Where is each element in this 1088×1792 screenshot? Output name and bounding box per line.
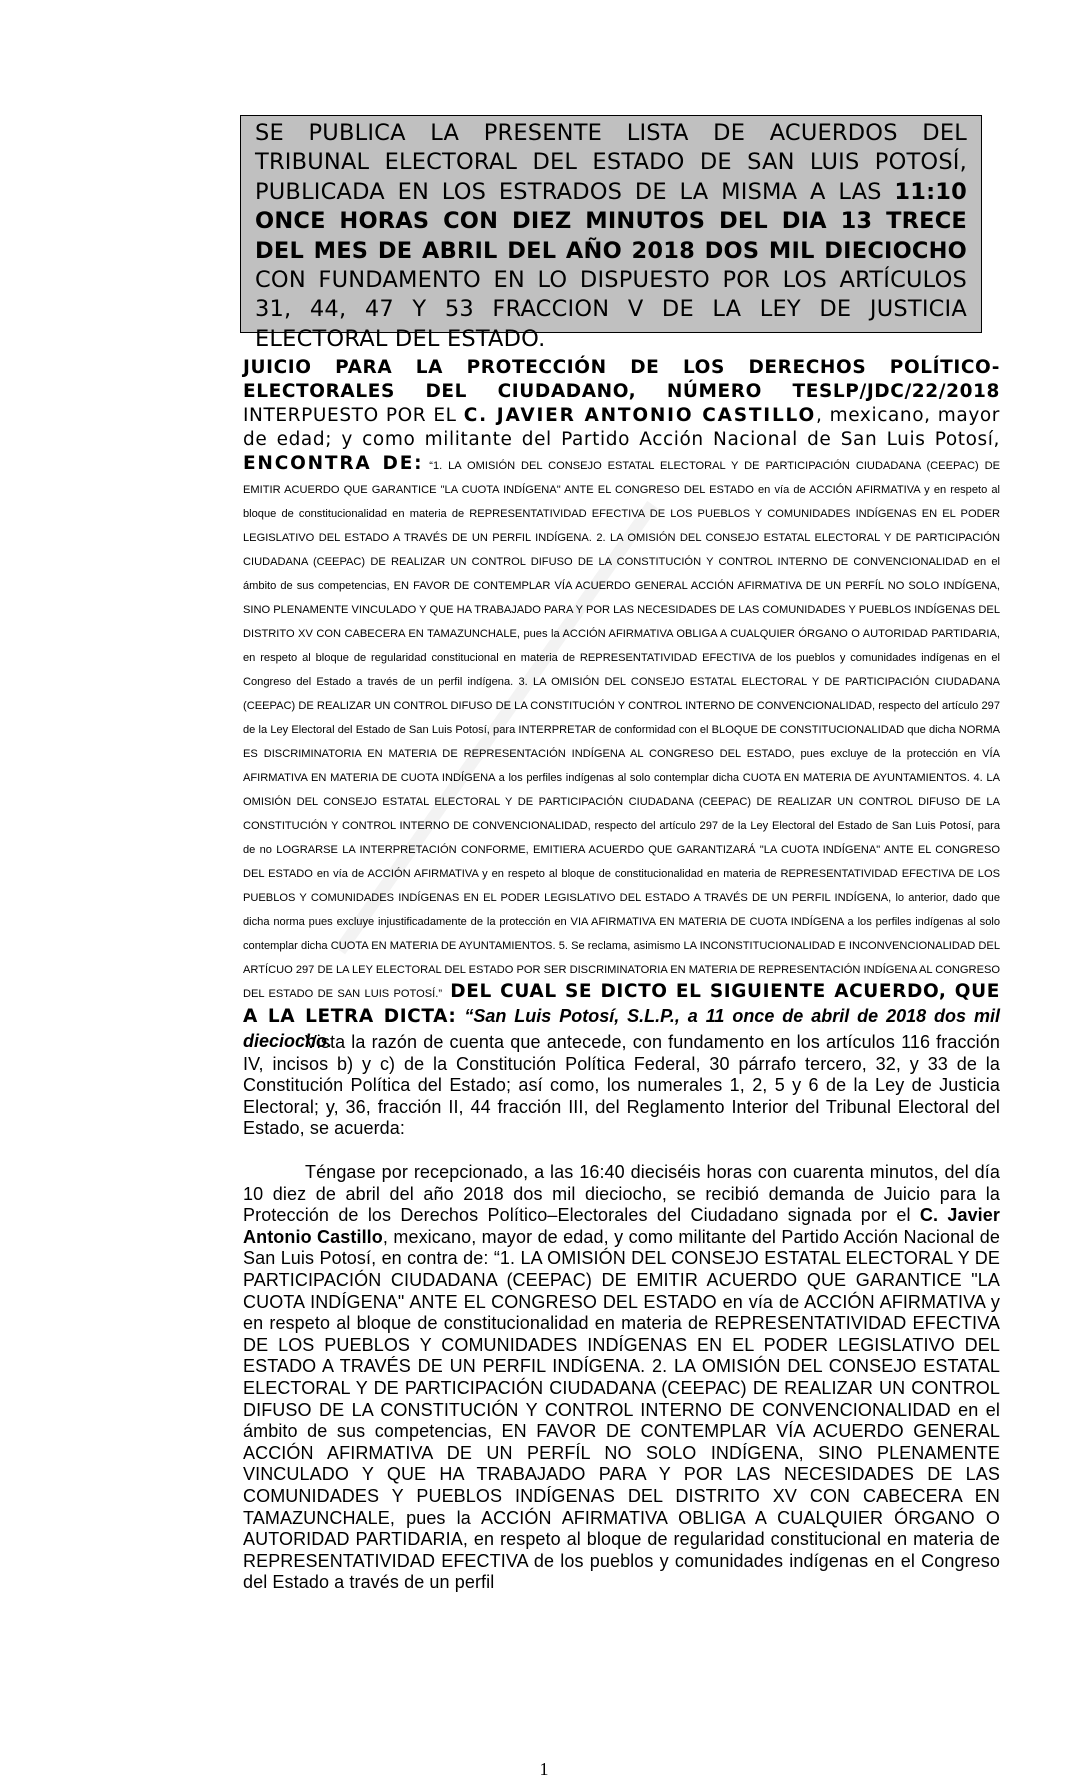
page-number: 1 [539, 1759, 549, 1779]
filed-by-label: INTERPUESTO POR EL [243, 405, 464, 426]
notice-text-start: SE PUBLICA LA PRESENTE LISTA DE ACUERDOS DEL TRIBUNAL ELECTORAL DEL ESTADO DE SAN LUIS POTOSÍ, PUBLICADA EN LOS ESTRADOS DE LA MISMA A LAS [255, 120, 967, 205]
against-label: ENCONTRA DE: [243, 453, 424, 474]
notice-text-date: 11:10 ONCE HORAS CON DIEZ MINUTOS DEL DIA 13 TRECE DEL MES DE ABRIL DEL AÑO 2018 DOS MIL DIECIOCHO [255, 178, 967, 264]
case-title: JUICIO PARA LA PROTECCIÓN DE LOS DERECHOS POLÍTICO-ELECTORALES DEL CIUDADANO, NÚMERO TESLP/JDC/22/2018 [243, 357, 1000, 402]
paragraph-fundamentos [243, 1032, 1000, 1140]
paragraph-fundamentos-text: Vista la razón de cuenta que antecede, con fundamento en los artículos 116 fracción IV, incisos b) y c) de la Constitución Política Federal, 30 párrafo tercero, 32, y 33 de la Constitución Política del Estado; así como, los numerales 1, 2, 5 y 6 de la Ley de Justicia Electoral; y, 36, fracción II, 44 fracción III, del Reglamento Interior del Tribunal Electoral del Estado, se acuerda: [243, 1032, 1000, 1139]
paragraph-recepcion-text-a: Téngase por recepcionado, a las 16:40 dieciséis horas con cuarenta minutos, del día 10 diez de abril del año 2018 dos mil dieciocho, se recibió demanda de Juicio para la Protección de los Derechos Político–Electorales del Ciudadano signada por el [243, 1162, 1000, 1226]
notice-text-end: CON FUNDAMENTO EN LO DISPUESTO POR LOS ARTÍCULOS 31, 44, 47 Y 53 FRACCION V DE LA LEY DE JUSTICIA ELECTORAL DEL ESTADO. [255, 267, 967, 352]
paragraph-recepcion-name: C. Javier Antonio Castillo [243, 1205, 1001, 1247]
paragraph-recepcion [243, 1162, 1000, 1594]
claims-text: “1. LA OMISIÓN DEL CONSEJO ESTATAL ELECTORAL Y DE PARTICIPACIÓN CIUDADANA (CEEPAC) DE EMITIR ACUERDO QUE GARANTICE "LA CUOTA INDÍGENA" ANTE EL CONGRESO DEL ESTADO en vía de ACCIÓN AFIRMATIVA y en respeto al bloque de constitucionalidad en materia de REPRESENTATIVIDAD EFECTIVA DE LOS PUEBLOS Y COMUNIDADES INDÍGENAS EN EL PODER LEGISLATIVO DEL ESTADO A TRAVÉS DE UN PERFIL INDÍGENA. 2. LA OMISIÓN DEL CONSEJO ESTATAL ELECTORAL Y DE PARTICIPACIÓN CIUDADANA (CEEPAC) DE REALIZAR UN CONTROL DIFUSO DE LA CONSTITUCIÓN Y CONTROL INTERNO DE CONVENCIONALIDAD en el ámbito de sus competencias, EN FAVOR DE CONTEMPLAR VÍA ACUERDO GENERAL ACCIÓN AFIRMATIVA DE UN PERFÍL NO SOLO INDÍGENA, SINO PLENAMENTE VINCULADO Y QUE HA TRABAJADO PARA Y POR LAS NECESIDADES DE LAS COMUNIDADES Y PUEBLOS INDÍGENAS DEL DISTRITO XV CON CABECERA EN TAMAZUNCHALE, pues la ACCIÓN AFIRMATIVA OBLIGA A CUALQUIER ÓRGANO O AUTORIDAD PARTIDARIA, en respeto al bloque de regularidad constitucional en materia de REPRESENTATIVIDAD EFECTIVA de los pueblos y comunidades indígenas en el Congreso del Estado a través de un perfil indígena. 3. LA OMISIÓN DEL CONSEJO ESTATAL ELECTORAL Y DE PARTICIPACIÓN CIUDADANA (CEEPAC) DE REALIZAR UN CONTROL DIFUSO DE LA CONSTITUCIÓN Y CONTROL INTERNO DE CONVENCIONALIDAD, respecto del artículo 297 de la Ley Electoral del Estado de San Luis Potosí, para INTERPRETAR de conformidad con el BLOQUE DE CONSTITUCIONALIDAD que dicha NORMA ES DISCRIMINATORIA EN MATERIA DE REPRESENTACIÓN INDÍGENA AL CONGRESO DEL ESTADO, pues excluye de la protección en VÍA AFIRMATIVA EN MATERIA DE CUOTA INDÍGENA a los perfiles indígenas al solo contemplar dicha CUOTA EN MATERIA DE AYUNTAMIENTOS. 4. LA OMISIÓN DEL CONSEJO ESTATAL ELECTORAL Y DE PARTICIPACIÓN CIUDADANA (CEEPAC) DE REALIZAR UN CONTROL DIFUSO DE LA CONSTITUCIÓN Y CONTROL INTERNO DE CONVENCIONALIDAD, respecto del artículo 297 de la Ley Electoral del Estado de San Luis Potosí, para de no LOGRARSE LA INTERPRETACIÓN CONFORME, EMITIERA ACUERDO QUE GARANTIZARÁ "LA CUOTA INDÍGENA" ANTE EL CONGRESO DEL ESTADO en vía de ACCIÓN AFIRMATIVA y en respeto al bloque de constitucionalidad en materia de REPRESENTATIVIDAD EFECTIVA DE LOS PUEBLOS Y COMUNIDADES INDÍGENAS EN EL PODER LEGISLATIVO DEL ESTADO A TRAVÉS DE UN PERFIL INDÍGENA, lo anterior, dado que dicha norma pues excluye injustificadamente de la protección en VIA AFIRMATIVA EN MATERIA DE CUOTA INDÍGENA a los perfiles indígenas al solo contemplar dicha CUOTA EN MATERIA DE AYUNTAMIENTOS. 5. Se reclama, asimismo LA INCONSTITUCIONALIDAD E INCONVENCIONALIDAD DEL ARTÍCUO 297 DE LA LEY ELECTORAL DEL ESTADO POR SER DISCRIMINATORIA EN MATERIA DE REPRESENTACIÓN INDÍGENA AL CONGRESO DEL ESTADO DE SAN LUIS POTOSÍ.” [243, 460, 1000, 1000]
paragraph-recepcion-text-b: , mexicano, mayor de edad, y como militante del Partido Acción Nacional de San Luis Potosí, en contra de: “1. LA OMISIÓN DEL CONSEJO ESTATAL ELECTORAL Y DE PARTICIPACIÓN CIUDADANA (CEEPAC) DE EMITIR ACUERDO QUE GARANTICE "LA CUOTA INDÍGENA" ANTE EL CONGRESO DEL ESTADO en vía de ACCIÓN AFIRMATIVA y en respeto al bloque de constitucionalidad en materia de REPRESENTATIVIDAD EFECTIVA DE LOS PUEBLOS Y COMUNIDADES INDÍGENAS EN EL PODER LEGISLATIVO DEL ESTADO A TRAVÉS DE UN PERFIL INDÍGENA. 2. LA OMISIÓN DEL CONSEJO ESTATAL ELECTORAL Y DE PARTICIPACIÓN CIUDADANA (CEEPAC) DE REALIZAR UN CONTROL DIFUSO DE LA CONSTITUCIÓN Y CONTROL INTERNO DE CONVENCIONALIDAD en el ámbito de sus competencias, EN FAVOR DE CONTEMPLAR VÍA ACUERDO GENERAL ACCIÓN AFIRMATIVA DE UN PERFÍL NO SOLO INDÍGENA, SINO PLENAMENTE VINCULADO Y QUE HA TRABAJADO PARA Y POR LAS NECESIDADES DE LAS COMUNIDADES Y PUEBLOS INDÍGENAS DEL DISTRITO XV CON CABECERA EN TAMAZUNCHALE, pues la ACCIÓN AFIRMATIVA OBLIGA A CUALQUIER ÓRGANO O AUTORIDAD PARTIDARIA, en respeto al bloque de regularidad constitucional en materia de REPRESENTATIVIDAD EFECTIVA de los pueblos y comunidades indígenas en el Congreso del Estado a través de un perfil [243, 1226, 1000, 1593]
actor-description: , mexicano, mayor de edad; y como militante del Partido Acción Nacional de San Luis Potosí, [243, 405, 1000, 450]
agreement-date-quote: “San Luis Potosí, S.L.P., a 11 once de abril de 2018 dos mil dieciocho. [243, 1006, 1000, 1051]
actor-name: C. JAVIER ANTONIO CASTILLO [463, 405, 817, 426]
publication-notice-box [240, 115, 982, 352]
case-heading [243, 356, 1000, 1054]
agreement-intro: DEL CUAL SE DICTO EL SIGUIENTE ACUERDO, QUE A LA LETRA DICTA: [243, 981, 1000, 1027]
